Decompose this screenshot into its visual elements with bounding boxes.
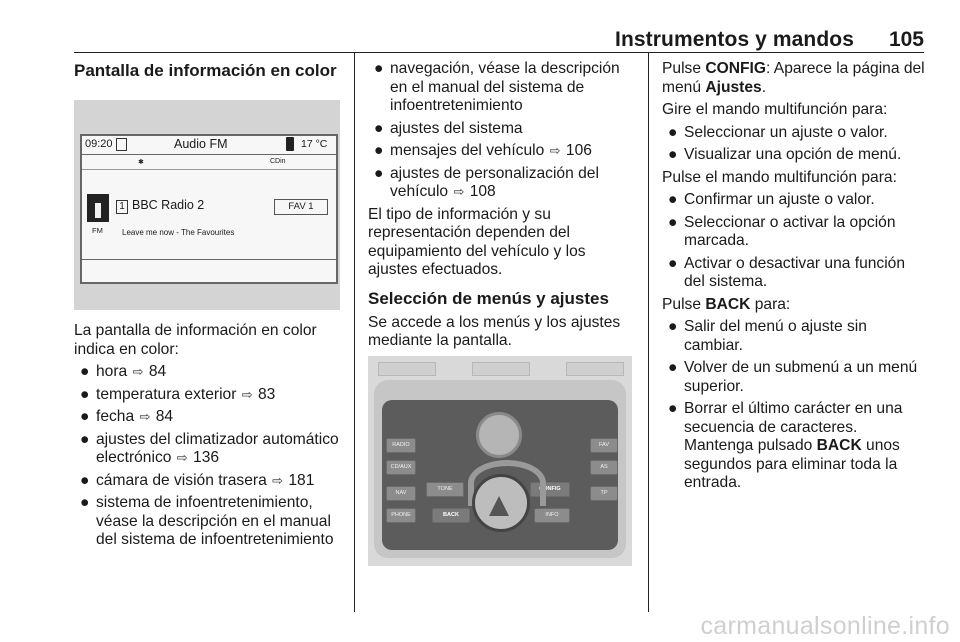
tp-button: TP [590, 486, 618, 501]
display-temperature: 17 °C [301, 138, 328, 150]
list-item: ● Salir del menú o ajuste sin cambiar. [668, 318, 867, 354]
cd-aux-button: CD/AUX [386, 460, 416, 475]
column-2 [368, 60, 634, 355]
display-bottom-bar [82, 259, 336, 282]
back-list [662, 318, 928, 493]
vent [378, 362, 436, 376]
phone-button: PHONE [386, 508, 416, 523]
column-divider-1 [354, 52, 355, 612]
console-figure [368, 356, 632, 566]
info-type-text: El tipo de información y su representación dependen del equipamiento del vehículo y los ajustes efectuados. [368, 205, 586, 278]
page-ref-icon: ⇨ [453, 184, 465, 199]
vent [472, 362, 530, 376]
list-item: ● Borrar el último carácter en una secuencia de caracteres. Mantenga pulsado BACK unos segundos para eliminar toda la entrada. [668, 400, 903, 491]
display-items-list [74, 363, 346, 550]
page-ref-icon: ⇨ [139, 409, 151, 424]
list-item: ● mensajes del vehículo ⇨ 106 [374, 142, 592, 159]
menu-items-list [368, 60, 634, 202]
volume-knob [476, 412, 522, 458]
config-instruction: Pulse CONFIG: Aparece la página del menú Ajustes. [662, 60, 925, 96]
list-item: ● navegación, véase la descripción en el manual del sistema de infoentretenimiento [374, 60, 620, 114]
display-screen [80, 134, 338, 284]
display-source: Audio FM [174, 137, 228, 151]
intro-text: La pantalla de información en color indica en color: [74, 322, 317, 358]
column-1 [74, 60, 342, 86]
page-ref-icon: ⇨ [132, 364, 144, 379]
band-label: FM [92, 226, 103, 235]
list-item: ● Confirmar un ajuste o valor. [668, 191, 875, 208]
page-number: 105 [888, 28, 924, 51]
list-item: ● ajustes del sistema [374, 119, 523, 137]
list-item: ● ajustes de personalización del vehículo ⇨ 108 [374, 164, 599, 200]
column-3 [662, 60, 928, 497]
clock-icon [116, 138, 127, 151]
list-item: ● sistema de infoentretenimiento, véase la descripción en el manual del sistema de infoentretenimiento [80, 494, 334, 548]
list-item: ● Activar o desactivar una función del sistema. [668, 254, 906, 290]
header-rule [74, 52, 924, 53]
list-item: ● temperatura exterior ⇨ 83 [80, 385, 276, 403]
display-info-row [82, 155, 336, 170]
vent [566, 362, 624, 376]
back-instruction: Pulse BACK para: [662, 295, 791, 313]
section-heading-display: Pantalla de información en color [74, 61, 337, 80]
as-button: AS [590, 460, 618, 475]
list-item: ● Volver de un submenú a un menú superior. [668, 359, 918, 395]
page-header [74, 26, 924, 50]
cd-in-indicator: CDin [270, 158, 286, 165]
turn-knob-list [662, 124, 928, 165]
list-item: ● cámara de visión trasera ⇨ 181 [80, 471, 315, 489]
turn-knob-text: Gire el mando multifunción para: [662, 101, 888, 118]
radio-tower-icon [87, 194, 109, 222]
song-info: Leave me now - The Favourites [122, 228, 235, 237]
bluetooth-icon: ✱ [138, 159, 144, 166]
list-item: ● fecha ⇨ 84 [80, 408, 174, 425]
page-ref-icon: ⇨ [272, 472, 283, 488]
favourite-button: FAV 1 [274, 199, 328, 215]
display-time: 09:20 [85, 138, 113, 150]
preset-number: 1 [116, 200, 128, 214]
list-item: ● Seleccionar un ajuste o valor. [668, 123, 888, 141]
watermark: carmanualsonline.info [700, 612, 950, 640]
list-item: ● Visualizar una opción de menú. [668, 146, 902, 163]
page-ref-icon: ⇨ [241, 386, 253, 402]
back-button: BACK [432, 508, 470, 523]
chapter-title: Instrumentos y mandos [615, 28, 854, 51]
config-button: CONFIG [530, 482, 570, 497]
list-item: ● hora ⇨ 84 [80, 363, 167, 380]
tone-button: TONE [426, 482, 464, 497]
radio-button: RADIO [386, 438, 416, 453]
press-knob-list [662, 191, 928, 292]
list-item: ● ajustes del climatizador automático electrónico ⇨ 136 [80, 430, 339, 466]
display-status-bar [82, 136, 336, 155]
press-knob-text: Pulse el mando multifunción para: [662, 168, 897, 186]
nav-button: NAV [386, 486, 416, 501]
fav-button: FAV [590, 438, 618, 453]
column-1-text [74, 322, 346, 554]
section-heading-menus: Selección de menús y ajustes [368, 288, 609, 308]
station-name: BBC Radio 2 [132, 198, 205, 212]
press-arrow-icon [489, 496, 509, 516]
menus-access-text: Se accede a los menús y los ajustes mediante la pantalla. [368, 313, 621, 349]
list-item: ● Seleccionar o activar la opción marcada. [668, 213, 896, 249]
info-display-figure [74, 100, 340, 310]
page-ref-icon: ⇨ [176, 450, 188, 465]
column-divider-2 [648, 52, 649, 612]
info-button: INFO [534, 508, 570, 523]
phone-icon [286, 137, 294, 151]
page-ref-icon: ⇨ [549, 143, 561, 158]
